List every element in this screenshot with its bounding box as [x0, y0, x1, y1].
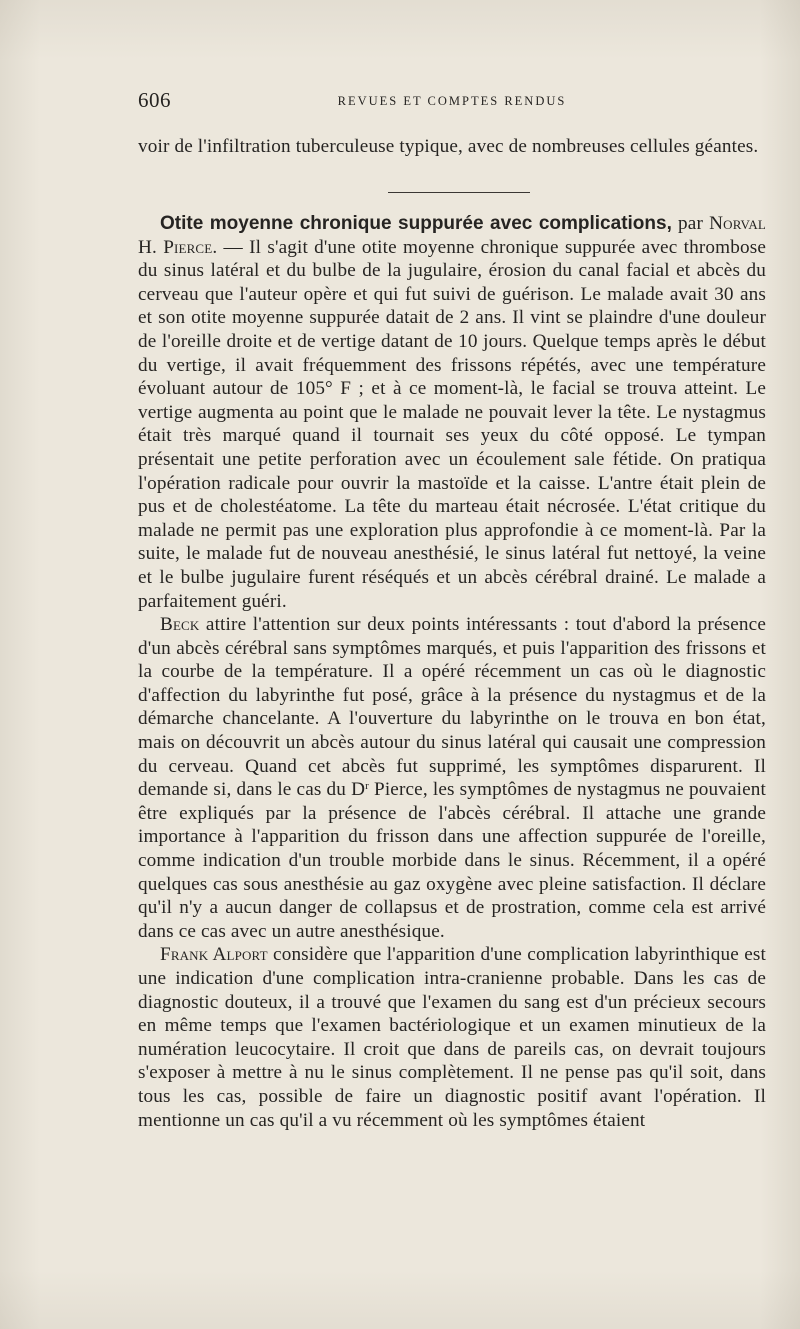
doctor-superscript: r: [365, 780, 369, 793]
article-lead-paragraph: [138, 212, 766, 613]
byline-prefix: par: [678, 213, 703, 234]
alport-paragraph: [138, 943, 766, 1132]
page-number: 606: [138, 88, 171, 112]
continuation-text: voir de l'infiltration tuberculeuse typique, avec de nombreuses cellules géantes.: [138, 136, 759, 157]
continuation-paragraph: [138, 135, 766, 159]
article-body: [138, 212, 766, 1132]
article-author: Norval H. Pierce.: [138, 213, 766, 258]
beck-name: Beck: [160, 614, 200, 636]
beck-text-part1: attire l'attention sur deux points intéressants : tout d'abord la présence d'un abcès cérébral sans symptômes marqués, et puis l'apparition des frissons et la courbe de la température. Il a opéré récemment un cas où le diagnostic d'affection du labyrinthe fut posé, grâce à la présence du nystagmus et de la démarche chancelante. A l'ouverture du labyrinthe on le trouva en bon état, mais on découvrit un abcès autour du sinus latéral qui causait une compression du cerveau. Quand cet abcès fut supprimé, les symptômes disparurent. Il demande si, dans le cas du D: [138, 614, 766, 801]
running-head: [138, 88, 766, 118]
beck-text-part2: Pierce, les symptômes de nystagmus ne pouvaient être expliqués par la présence de l'abcès cérébral. Il attache une grande importance à l'apparition du frisson dans une affection suppurée de l'oreille, comme indication d'un trouble morbide dans le sinus. Récemment, il a opéré quelques cas sous anesthésie au gaz oxygène avec pleine satisfaction. Il déclare qu'il n'y a aucun danger de collapsus et de prostration, comme cela est arrivé dans ce cas avec un autre anesthésique.: [138, 779, 766, 942]
section-divider: [388, 192, 530, 193]
alport-name: Frank Alport: [160, 944, 268, 966]
running-title: REVUES ET COMPTES RENDUS: [337, 94, 567, 108]
alport-text: considère que l'apparition d'une complication labyrinthique est une indication d'une complication intra-cranienne probable. Dans les cas de diagnostic douteux, il a trouvé que l'examen du sang est d'un précieux secours en même temps que l'examen bactériologique et un examen minutieux de la numération leucocytaire. Il croit que dans de pareils cas, on devrait toujours s'exposer à mettre à nu le sinus complètement. Il ne pense pas qu'il soit, dans tous les cas, possible de faire un diagnostic positif avant l'opération. Il mentionne un cas qu'il a vu récemment où les symptômes étaient: [138, 944, 766, 1131]
beck-paragraph: [138, 613, 766, 943]
article-body-text: — Il s'agit d'une otite moyenne chronique suppurée avec thrombose du sinus latéral et du bulbe de la jugulaire, érosion du canal facial et abcès du cerveau que l'auteur opère et qui fut suivi de guérison. Le malade avait 30 ans et son otite moyenne suppurée datait de 2 ans. Il vint se plaindre d'une douleur de l'oreille droite et de vertige datant de 10 jours. Quelque temps après le début du vertige, il avait fréquemment des frissons répétés, avec une température évoluant autour de 105° F ; et à ce moment-là, le facial se trouva atteint. Le vertige augmenta au point que le malade ne pouvait lever la tête. Le nystagmus était très marqué quand il tournait ses yeux du côté opposé. Le tympan présentait une petite perforation avec un écoulement sale fétide. On pratiqua l'opération radicale pour ouvrir la mastoïde et la caisse. L'antre était plein de pus et de cholestéatome. La tête du marteau était nécrosée. L'état critique du malade ne permit pas une exploration plus approfondie à ce moment-là. Par la suite, le malade fut de nouveau anesthésié, le sinus latéral fut nettoyé, la veine et le bulbe jugulaire furent réséqués et un abcès cérébral drainé. Le malade a parfaitement guéri.: [138, 236, 766, 612]
article-title: Otite moyenne chronique suppurée avec complications,: [160, 213, 672, 234]
